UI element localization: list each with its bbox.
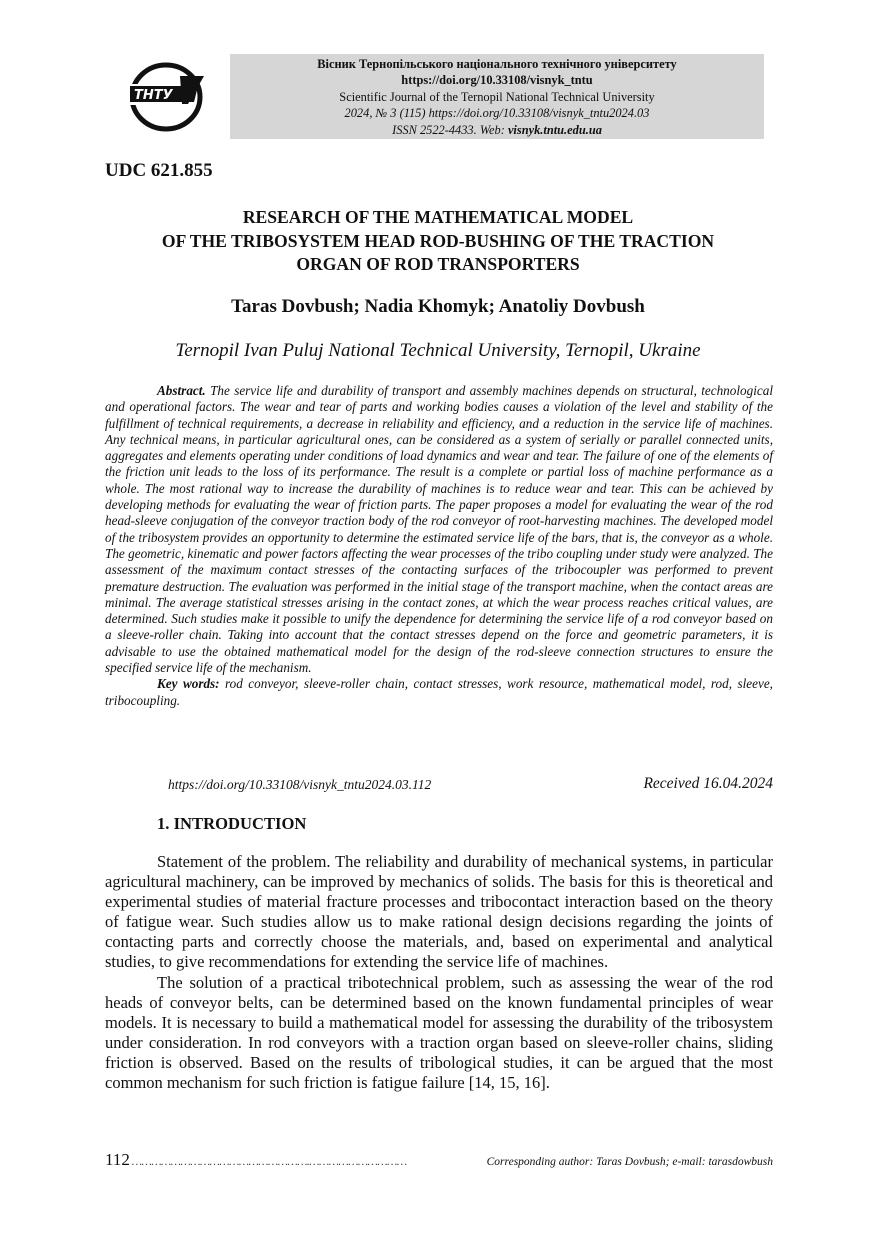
footer-dots: ……………………………………………….………………………… <box>131 1156 407 1168</box>
journal-name-en: Scientific Journal of the Ternopil National Technical University <box>339 89 655 104</box>
abstract-label: Abstract. <box>157 383 206 398</box>
article-doi-link[interactable]: https://doi.org/10.33108/visnyk_tntu2024.03.112 <box>168 777 432 792</box>
journal-issue: 2024, № 3 (115) https://doi.org/10.33108/visnyk_tntu2024.03 <box>344 106 650 121</box>
received-date: Received 16.04.2024 <box>643 775 773 792</box>
journal-web-link[interactable]: visnyk.tntu.edu.ua <box>507 122 602 137</box>
keywords-text: rod conveyor, sleeve-roller chain, contact stresses, work resource, mathematical model, rod, sleeve, tribocoupling. <box>105 676 773 708</box>
section-heading: 1. INTRODUCTION <box>157 814 307 833</box>
journal-header <box>230 54 764 139</box>
journal-issn: ISSN 2522-4433. Web: visnyk.tntu.edu.ua <box>392 122 602 137</box>
paper-title <box>105 206 771 277</box>
affiliation: Ternopil Ivan Puluj National Technical University, Ternopil, Ukraine <box>175 340 701 361</box>
abstract <box>105 383 773 709</box>
title-line: OF THE TRIBOSYSTEM HEAD ROD-BUSHING OF THE TRACTION <box>161 230 715 251</box>
paragraph: The solution of a practical tribotechnical problem, such as assessing the wear of the rod heads of conveyor belts, can be determined based on the known fundamental principles of wear models. It is necessary to build a mathematical model for assessing the durability of the tribosystem under consideration. In rod conveyors with a traction organ based on sleeve-roller chains, sliding friction is observed. Based on the results of tribological studies, it can be argued that the most common mechanism for such friction is fatigue failure [14, 15, 16]. <box>105 972 773 1093</box>
body-text <box>105 852 773 1093</box>
udc-code: UDC 621.855 <box>105 160 213 181</box>
keywords-label: Key words: <box>157 676 220 692</box>
title-line: ORGAN OF ROD TRANSPORTERS <box>296 254 580 274</box>
university-logo <box>128 62 208 132</box>
page-number: 112 <box>105 1150 130 1169</box>
journal-name-ua: Вісник Тернопільського національного технічного університету <box>317 57 677 71</box>
keywords-paragraph <box>105 676 773 709</box>
abstract-text: The service life and durability of transport and assembly machines depends on structural, technological and operational factors. The wear and tear of parts and working bodies causes a violation of the level and stability of the fulfillment of technical requirements, a decrease in reliability and efficiency, and a reduction in the service life of machines. Any technical means, in particular agricultural ones, can be considered as a system of serially or parallel connected units, aggregates and elements operating under conditions of load dynamics and wear and tear. The failure of one of the elements of the friction unit leads to the loss of its performance. The result is a complete or partial loss of machine performance as a whole. The most rational way to increase the durability of machines is to reduce wear and tear. This can be achieved by developing methods for evaluating the wear of friction parts. The paper proposes a model for evaluating the wear of the rod head-sleeve conjugation of the conveyor traction body of the rod conveyor of root-harvesting machines. The developed model of the tribosystem provides an opportunity to determine the estimated service life of the bars, that is, the conveyor as a whole. The geometric, kinematic and power factors affecting the wear processes of the tribo coupling under study were analyzed. The assessment of the maximum contact stresses of the contacting surfaces of the tribocoupler was performed to prevent premature destruction. The evaluation was performed in the initial stage of the transport machine, when the contact areas are minimal. The average statistical stresses arising in the contact zones, at which the wear process reaches critical values, are determined. Such studies make it possible to unify the dependence for determining the service life of a rod conveyor based on a sleeve-roller chain. Taking into account that the contact stresses depend on the force and geometric parameters, it is advisable to use the obtained mathematical model for the design of the rod-sleeve connection structures to ensure the specified service life of the mechanism. <box>105 383 773 676</box>
corresponding-author: Corresponding author: Taras Dovbush; e-mail: tarasdowbush <box>486 1156 773 1168</box>
page-footer <box>105 1150 773 1170</box>
paragraph: Statement of the problem. The reliability and durability of mechanical systems, in particular agricultural machinery, can be improved by mechanics of solids. The basis for this is theoretical and experimental studies of material fracture processes and tribocontact interaction based on the theory of fatigue wear. Such studies allow us to make rational design decisions regarding the joints of contacting parts and correctly choose the materials, and, based on experimental and analytical studies, to give recommendations for extending the service life of machines. <box>105 852 773 972</box>
abstract-paragraph <box>105 383 773 676</box>
logo-text: ТНТУ <box>134 88 173 103</box>
journal-doi-link[interactable]: https://doi.org/10.33108/visnyk_tntu <box>401 73 593 88</box>
title-line: RESEARCH OF THE MATHEMATICAL MODEL <box>242 207 634 227</box>
authors: Taras Dovbush; Nadia Khomyk; Anatoliy Dovbush <box>231 296 645 317</box>
